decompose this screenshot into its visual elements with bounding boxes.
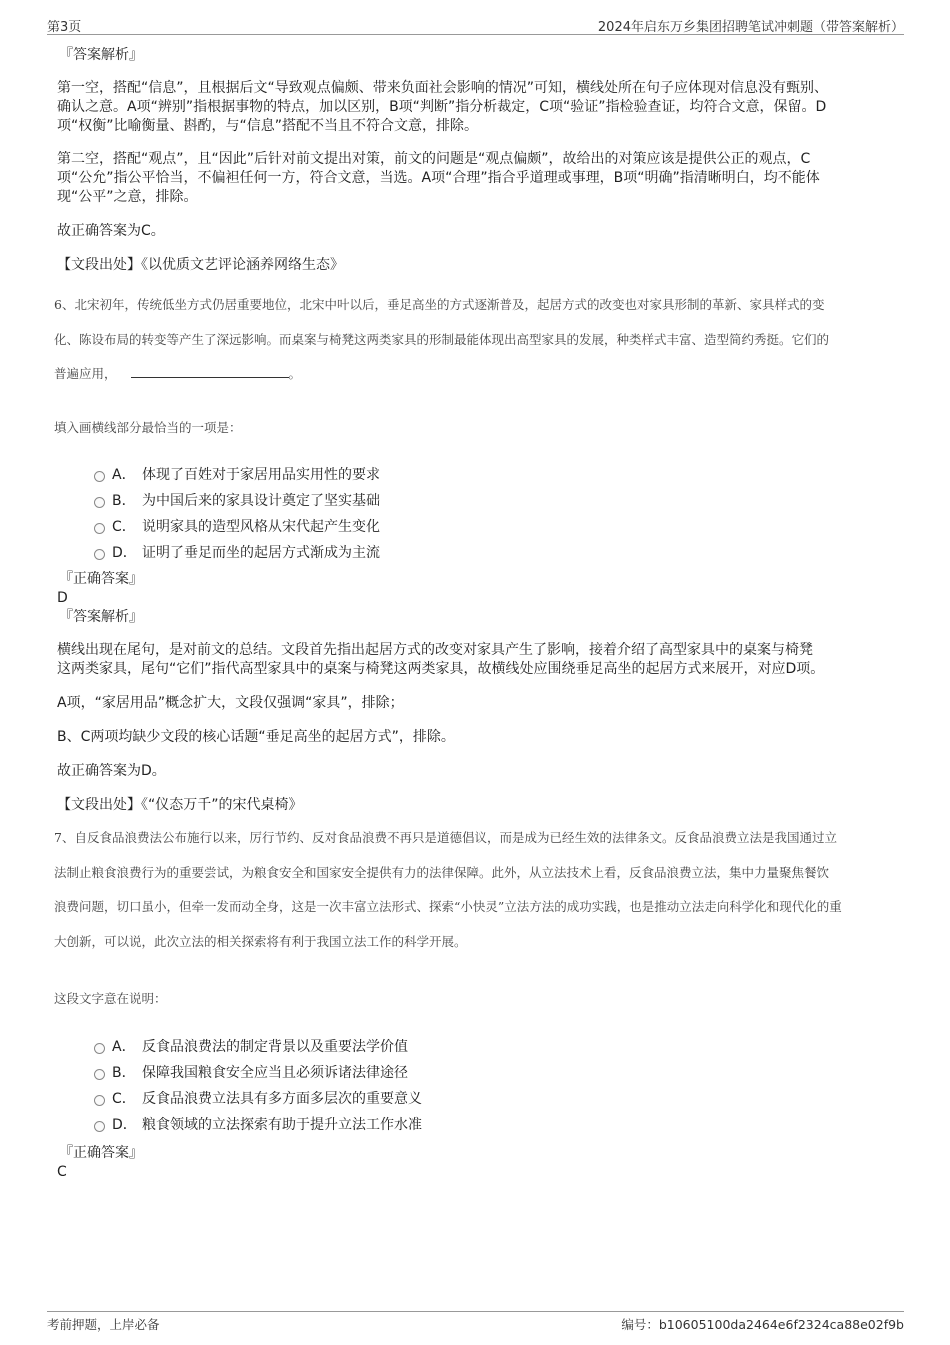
option-text: 说明家具的造型风格从宋代起产生变化 <box>142 518 380 535</box>
radio-button[interactable] <box>94 471 105 482</box>
radio-button[interactable] <box>94 549 105 560</box>
option-b[interactable] <box>54 1060 907 1086</box>
analysis-text: B、C两项均缺少文段的核心话题“垂足高坐的起居方式”，排除。 <box>57 728 455 745</box>
question-6 <box>54 294 907 566</box>
conclusion: 故正确答案为C。 <box>57 223 165 239</box>
question-stem: 6、北宋初年，传统低坐方式仍居重要地位，北宋中叶以后，垂足高坐的方式逐渐普及，起居方式的改变也对家具形制的革新、家具样式的变 <box>54 297 825 312</box>
question-prompt: 这段文字意在说明： <box>54 990 167 1006</box>
answer-value: C <box>57 1164 67 1180</box>
page-number: 第3页 <box>47 20 82 35</box>
q5-analysis <box>57 46 907 275</box>
analysis-text: 确认之意。A项“辨别”指根据事物的特点，加以区别，B项“判断”指分析裁定，C项“验证”指检验查证，均符合文意，保留。D <box>57 99 827 115</box>
answer-label: 『正确答案』 <box>59 570 143 587</box>
page-content <box>54 46 907 1182</box>
question-stem: 法制止粮食浪费行为的重要尝试，为粮食安全和国家安全提供有力的法律保障。此外，从立法技术上看，反食品浪费立法，集中力量聚焦餐饮 <box>54 864 830 880</box>
option-text: 反食品浪费立法具有多方面多层次的重要意义 <box>142 1091 422 1107</box>
question-stem: 普遍应用， 。 <box>54 363 907 385</box>
option-letter: B． <box>112 1065 136 1081</box>
question-stem: 大创新，可以说，此次立法的相关探索将有利于我国立法工作的科学开展。 <box>54 933 467 949</box>
source: 【文段出处】《“仪态万千”的宋代桌椅》 <box>57 796 303 813</box>
analysis-text: 项“权衡”比喻衡量、斟酌，与“信息”搭配不当且不符合文意，排除。 <box>57 118 479 134</box>
radio-button[interactable] <box>94 1121 105 1132</box>
question-stem: 7、自反食品浪费法公布施行以来，厉行节约、反对食品浪费不再只是道德倡议，而是成为已经生效的法律条文。反食品浪费立法是我国通过立 <box>54 830 837 845</box>
q6-answer <box>57 570 907 815</box>
analysis-text: 第一空，搭配“信息”，且根据后文“导致观点偏颇、带来负面社会影响的情况”可知，横线处所在句子应体现对信息没有甄别、 <box>57 80 829 96</box>
analysis-text: 现“公平”之意，排除。 <box>57 189 198 205</box>
option-letter: A． <box>112 1039 136 1055</box>
option-letter: D． <box>112 544 137 561</box>
question-stem: 化、陈设布局的转变等产生了深远影响。而桌案与椅凳这两类家具的形制最能体现出高型家具的发展，种类样式丰富、造型简约秀挺。它们的 <box>54 331 830 347</box>
analysis-text: 横线出现在尾句，是对前文的总结。文段首先指出起居方式的改变对家具产生了影响，接着介绍了高型家具中的桌案与椅凳 <box>57 641 813 658</box>
option-c[interactable] <box>54 1086 907 1112</box>
source: 【文段出处】《以优质文艺评论涵养网络生态》 <box>57 257 344 273</box>
radio-button[interactable] <box>94 1069 105 1080</box>
option-a[interactable] <box>54 1034 907 1060</box>
answer-blank <box>131 363 289 378</box>
document-title: 2024年启东万乡集团招聘笔试冲刺题（带答案解析） <box>597 20 904 35</box>
analysis-text: 这两类家具，尾句“它们”指代高型家具中的桌案与椅凳这两类家具，故横线处应围绕垂足高坐的起居方式来展开，对应D项。 <box>57 660 825 677</box>
option-text: 为中国后来的家具设计奠定了坚实基础 <box>142 492 380 509</box>
analysis-text: 第二空，搭配“观点”，且“因此”后针对前文提出对策，前文的问题是“观点偏颇”，故给出的对策应该是提供公正的观点，C <box>57 151 811 167</box>
radio-button[interactable] <box>94 497 105 508</box>
option-text: 证明了垂足而坐的起居方式渐成为主流 <box>142 544 380 561</box>
option-letter: B． <box>112 492 136 509</box>
option-b[interactable] <box>54 488 907 514</box>
option-c[interactable] <box>54 514 907 540</box>
analysis-text: 项“公允”指公平恰当，不偏袒任何一方，符合文意，当选。A项“合理”指合乎道理或事理，B项“明确”指清晰明白，均不能体 <box>57 170 820 186</box>
analysis-label: 『答案解析』 <box>59 47 143 63</box>
radio-button[interactable] <box>94 523 105 534</box>
q7-answer <box>57 1144 907 1182</box>
answer-label: 『正确答案』 <box>59 1145 143 1161</box>
option-letter: C． <box>112 518 136 535</box>
option-text: 保障我国粮食安全应当且必须诉诸法律途径 <box>142 1065 408 1081</box>
option-a[interactable] <box>54 462 907 488</box>
option-d[interactable] <box>54 1112 907 1138</box>
option-text: 体现了百姓对于家居用品实用性的要求 <box>142 466 380 483</box>
option-letter: A． <box>112 466 136 483</box>
radio-button[interactable] <box>94 1095 105 1106</box>
page-footer <box>47 1311 904 1334</box>
answer-value: D <box>57 589 68 606</box>
footer-slogan: 考前押题，上岸必备 <box>47 1317 160 1332</box>
question-prompt: 填入画横线部分最恰当的一项是： <box>54 420 242 435</box>
conclusion: 故正确答案为D。 <box>57 762 166 779</box>
option-text: 反食品浪费法的制定背景以及重要法学价值 <box>142 1039 408 1055</box>
option-letter: D． <box>112 1117 137 1133</box>
question-7 <box>54 827 907 1138</box>
option-text: 粮食领域的立法探索有助于提升立法工作水准 <box>142 1117 422 1133</box>
option-d[interactable] <box>54 540 907 566</box>
option-letter: C． <box>112 1091 136 1107</box>
document-code: 编号：b10605100da2464e6f2324ca88e02f9b <box>621 1317 904 1332</box>
question-stem: 浪费问题，切口虽小，但牵一发而动全身，这是一次丰富立法形式、探索“小快灵”立法方法的成功实践，也是推动立法走向科学化和现代化的重 <box>54 899 842 914</box>
radio-button[interactable] <box>94 1043 105 1054</box>
page-header <box>47 14 904 35</box>
analysis-text: A项，“家居用品”概念扩大，文段仅强调“家具”，排除； <box>57 694 404 711</box>
analysis-label: 『答案解析』 <box>59 608 143 625</box>
